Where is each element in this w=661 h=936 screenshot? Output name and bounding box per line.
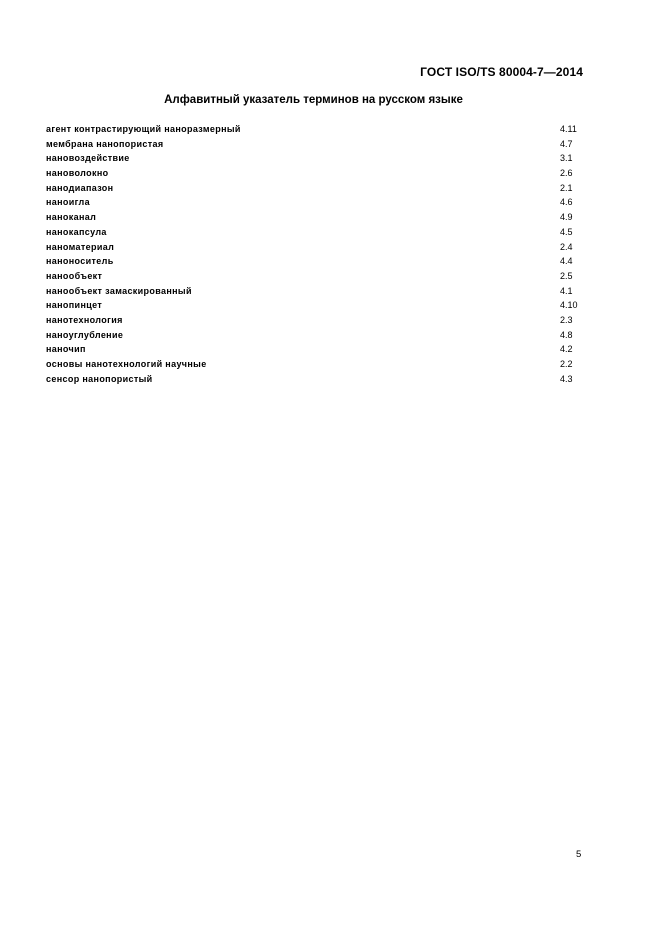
index-term: нанообъект замаскированный [46,285,192,296]
index-reference: 4.11 [560,124,577,134]
index-reference: 4.6 [560,197,573,208]
index-reference: 2.2 [560,359,573,369]
list-item [46,225,586,240]
index-term: мембрана нанопористая [46,138,164,149]
list-item [46,240,586,255]
index-term: нанотехнология [46,314,123,325]
index-term: наноканал [46,212,97,223]
index-term: наноноситель [46,256,114,267]
index-term: сенсор нанопористый [46,373,153,384]
list-item [46,195,586,210]
index-term: нановоздействие [46,153,130,164]
list-item [46,254,586,269]
term-index-list [46,122,586,386]
list-item [46,166,586,181]
index-reference: 4.5 [560,226,573,237]
list-item [46,269,586,284]
index-term: наноуглубление [46,329,124,340]
list-item [46,357,586,372]
document-code: ГОСТ ISO/TS 80004-7—2014 [420,65,583,79]
index-reference: 4.3 [560,373,573,384]
index-term: наночип [46,344,86,355]
index-term: нанообъект [46,270,103,281]
index-reference: 3.1 [560,153,573,164]
list-item [46,122,586,137]
list-item [46,372,586,387]
index-term: нанокапсула [46,226,107,237]
index-reference: 2.3 [560,314,573,325]
list-item [46,298,586,313]
index-reference: 4.4 [560,256,573,267]
index-reference: 4.7 [560,138,573,149]
list-item [46,313,586,328]
list-item [46,342,586,357]
index-term: нановолокно [46,168,109,179]
list-item [46,210,586,225]
index-term: основы нанотехнологий научные [46,359,207,369]
list-item [46,328,586,343]
index-reference: 4.1 [560,285,573,296]
list-item [46,151,586,166]
index-reference: 4.2 [560,344,573,355]
index-term: наноигла [46,197,90,208]
index-reference: 2.5 [560,270,573,281]
index-reference: 4.10 [560,300,578,311]
list-item [46,181,586,196]
page-number: 5 [576,849,582,860]
index-title: Алфавитный указатель терминов на русском языке [164,94,463,106]
index-term: наноматериал [46,241,115,252]
index-reference: 2.1 [560,182,573,193]
list-item [46,137,586,152]
index-reference: 4.9 [560,212,573,223]
index-term: агент контрастирующий наноразмерный [46,124,241,134]
index-reference: 4.8 [560,329,573,340]
index-term: нанодиапазон [46,182,114,193]
index-reference: 2.6 [560,168,573,179]
index-term: нанопинцет [46,300,103,311]
index-reference: 2.4 [560,241,573,252]
list-item [46,284,586,299]
